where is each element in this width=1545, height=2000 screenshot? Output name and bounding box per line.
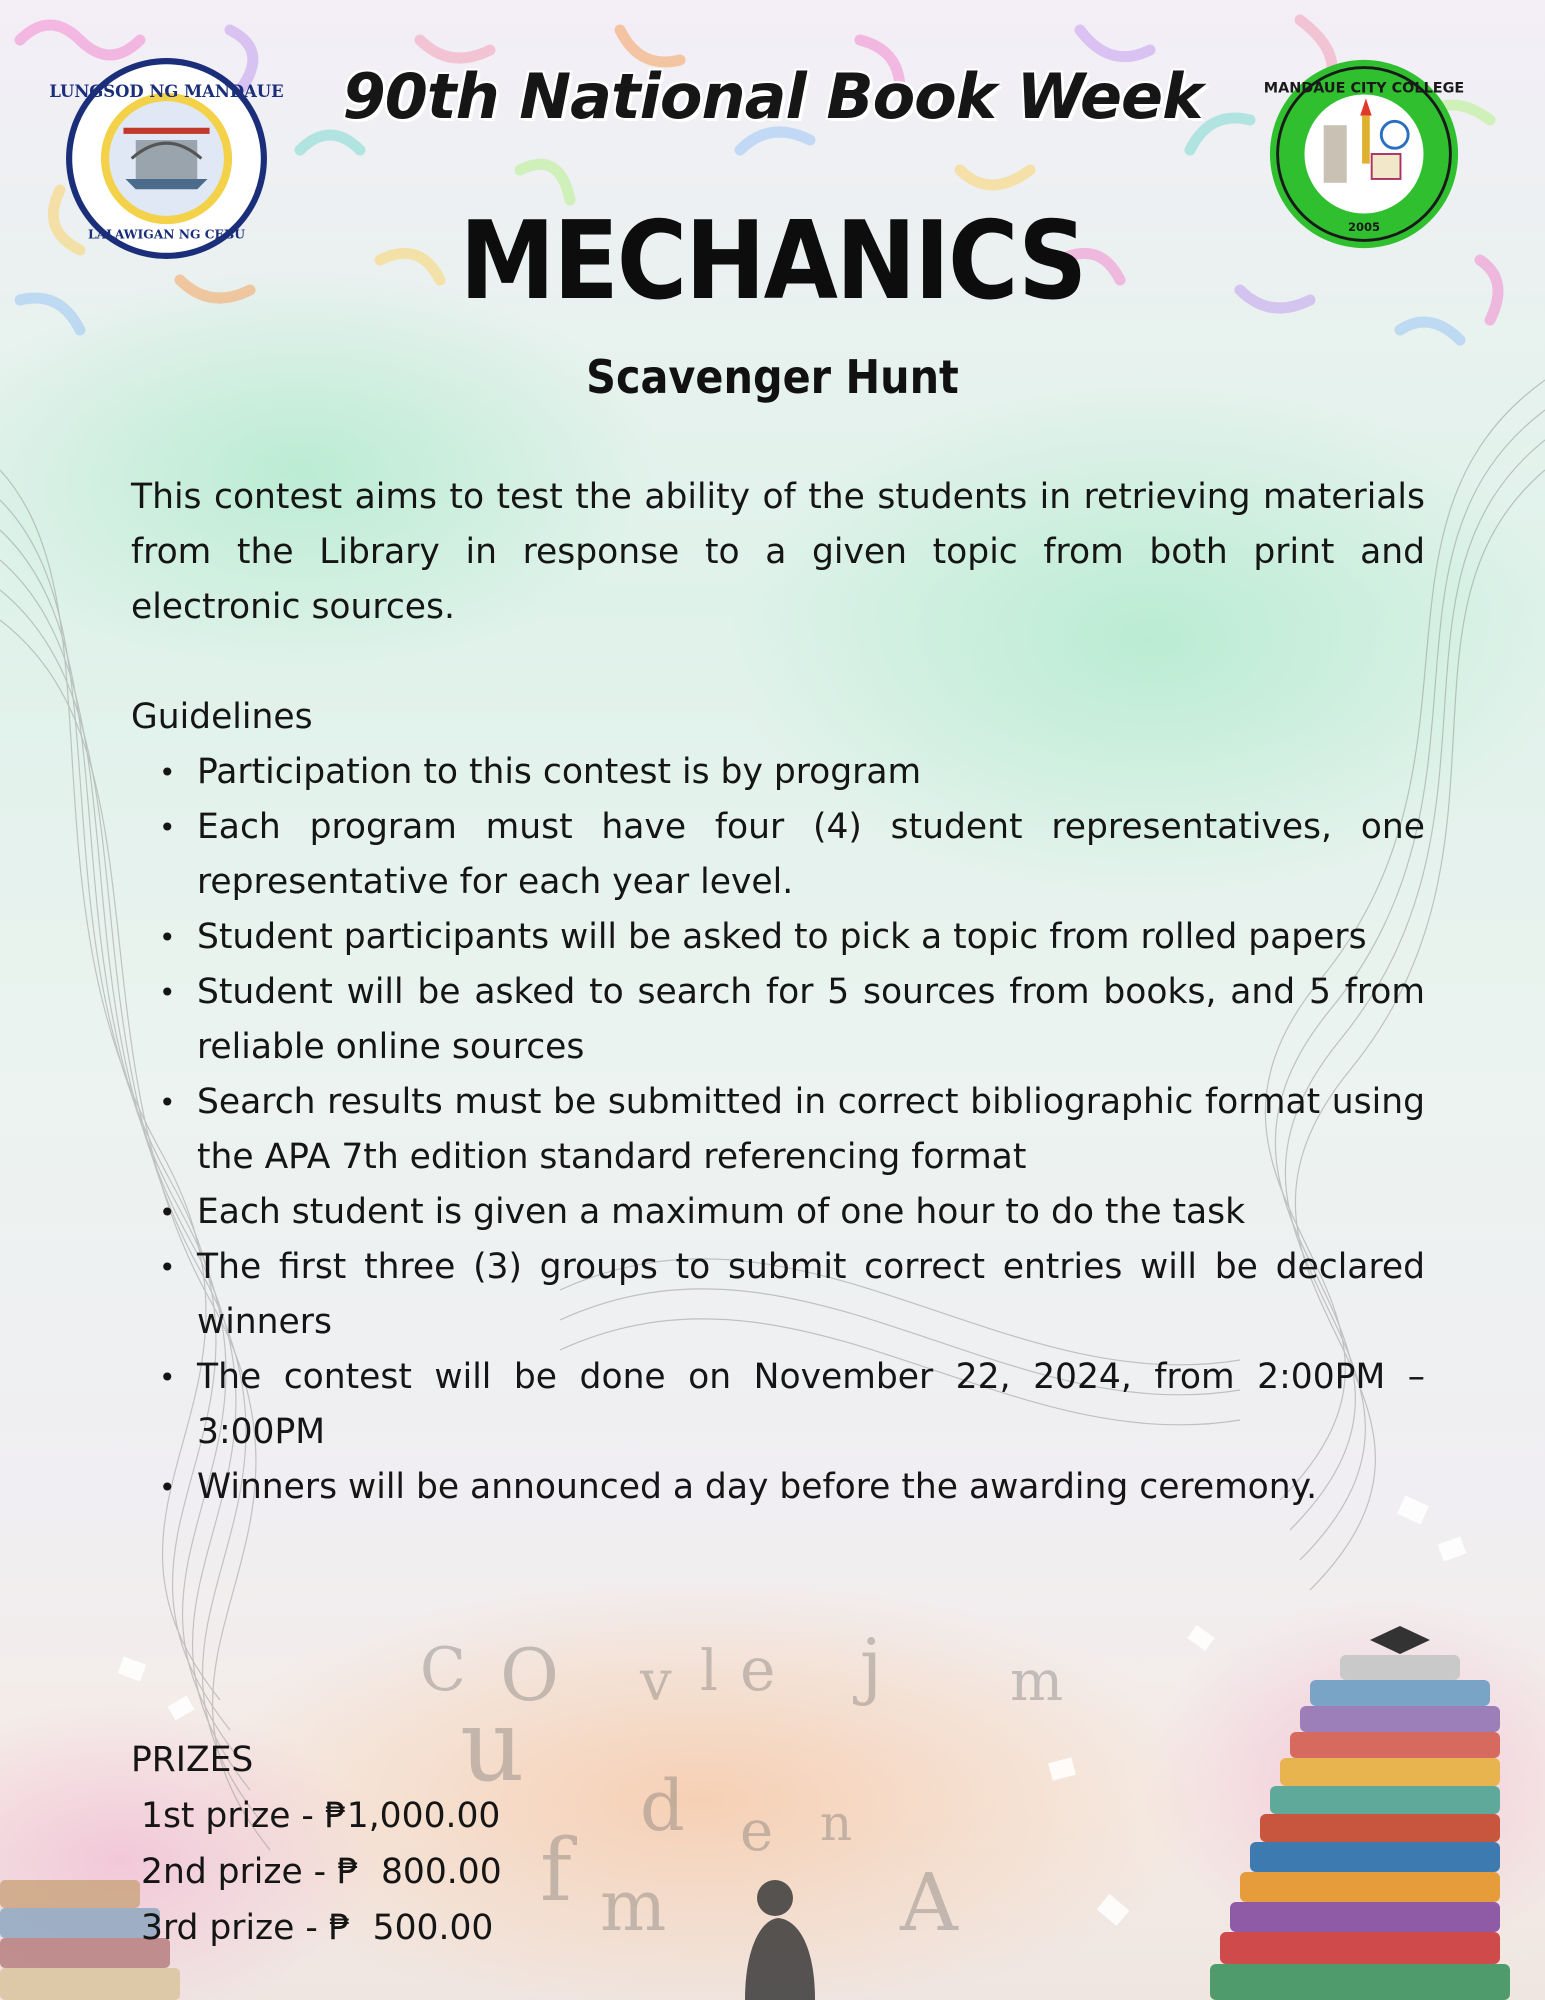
guideline-item: • The first three (3) groups to submit correct entries will be declared winners bbox=[197, 1240, 1425, 1350]
svg-text:LUNGSOD NG MANDAUE: LUNGSOD NG MANDAUE bbox=[49, 82, 284, 101]
event-title: 90th National Book Week bbox=[342, 60, 1203, 133]
guideline-item: • The contest will be done on November 22, 2024, from 2:00PM – 3:00PM bbox=[197, 1350, 1425, 1460]
guideline-item: • Student will be asked to search for 5 sources from books, and 5 from reliable online sources bbox=[197, 965, 1425, 1075]
svg-text:C: C bbox=[420, 1635, 466, 1705]
guidelines-heading: Guidelines bbox=[131, 697, 313, 737]
mandaue-city-seal-icon bbox=[49, 56, 284, 261]
guideline-item: • Each student is given a maximum of one hour to do the task bbox=[197, 1185, 1425, 1240]
svg-text:j: j bbox=[860, 1623, 883, 1707]
svg-text:n: n bbox=[820, 1794, 853, 1852]
svg-text:MANDAUE CITY COLLEGE: MANDAUE CITY COLLEGE bbox=[1263, 80, 1465, 97]
prize-second: 2nd prize - ₱ 800.00 bbox=[141, 1852, 502, 1892]
prizes-section bbox=[131, 1732, 502, 1956]
svg-text:e: e bbox=[740, 1799, 774, 1864]
svg-text:m: m bbox=[600, 1865, 667, 1947]
prizes-heading: PRIZES bbox=[131, 1740, 254, 1780]
svg-text:v: v bbox=[640, 1649, 672, 1714]
svg-text:m: m bbox=[1010, 1649, 1064, 1714]
svg-text:u: u bbox=[460, 1687, 525, 1804]
svg-text:A: A bbox=[900, 1856, 958, 1949]
guideline-item: • Search results must be submitted in correct bibliographic format using the APA 7th edition standard referencing format bbox=[197, 1075, 1425, 1185]
guideline-item: • Each program must have four (4) student representatives, one representative for each year level. bbox=[197, 800, 1425, 910]
svg-text:LALAWIGAN NG CEBU: LALAWIGAN NG CEBU bbox=[88, 226, 245, 242]
guideline-item: • Winners will be announced a day before the awarding ceremony. bbox=[197, 1460, 1425, 1515]
guideline-item: • Participation to this contest is by program bbox=[197, 745, 1425, 800]
svg-text:f: f bbox=[540, 1821, 572, 1921]
guideline-item: • Student participants will be asked to pick a topic from rolled papers bbox=[197, 910, 1425, 965]
prize-first: 1st prize - ₱1,000.00 bbox=[141, 1796, 501, 1836]
svg-text:2005: 2005 bbox=[1347, 219, 1381, 234]
intro-paragraph: This contest aims to test the ability of the students in retrieving materials from the Library in response to a given topic from both print and electronic sources. bbox=[131, 477, 1425, 627]
mandaue-city-college-seal-icon bbox=[1263, 58, 1465, 250]
svg-text:d: d bbox=[640, 1765, 685, 1847]
svg-text:l: l bbox=[700, 1639, 718, 1704]
page-title: MECHANICS bbox=[459, 198, 1086, 324]
contest-description bbox=[131, 470, 1425, 1515]
prize-third: 3rd prize - ₱ 500.00 bbox=[141, 1908, 494, 1948]
page-subtitle: Scavenger Hunt bbox=[586, 350, 959, 404]
svg-text:O: O bbox=[500, 1633, 560, 1717]
guidelines-list bbox=[131, 745, 1425, 1515]
svg-text:e: e bbox=[740, 1635, 776, 1705]
